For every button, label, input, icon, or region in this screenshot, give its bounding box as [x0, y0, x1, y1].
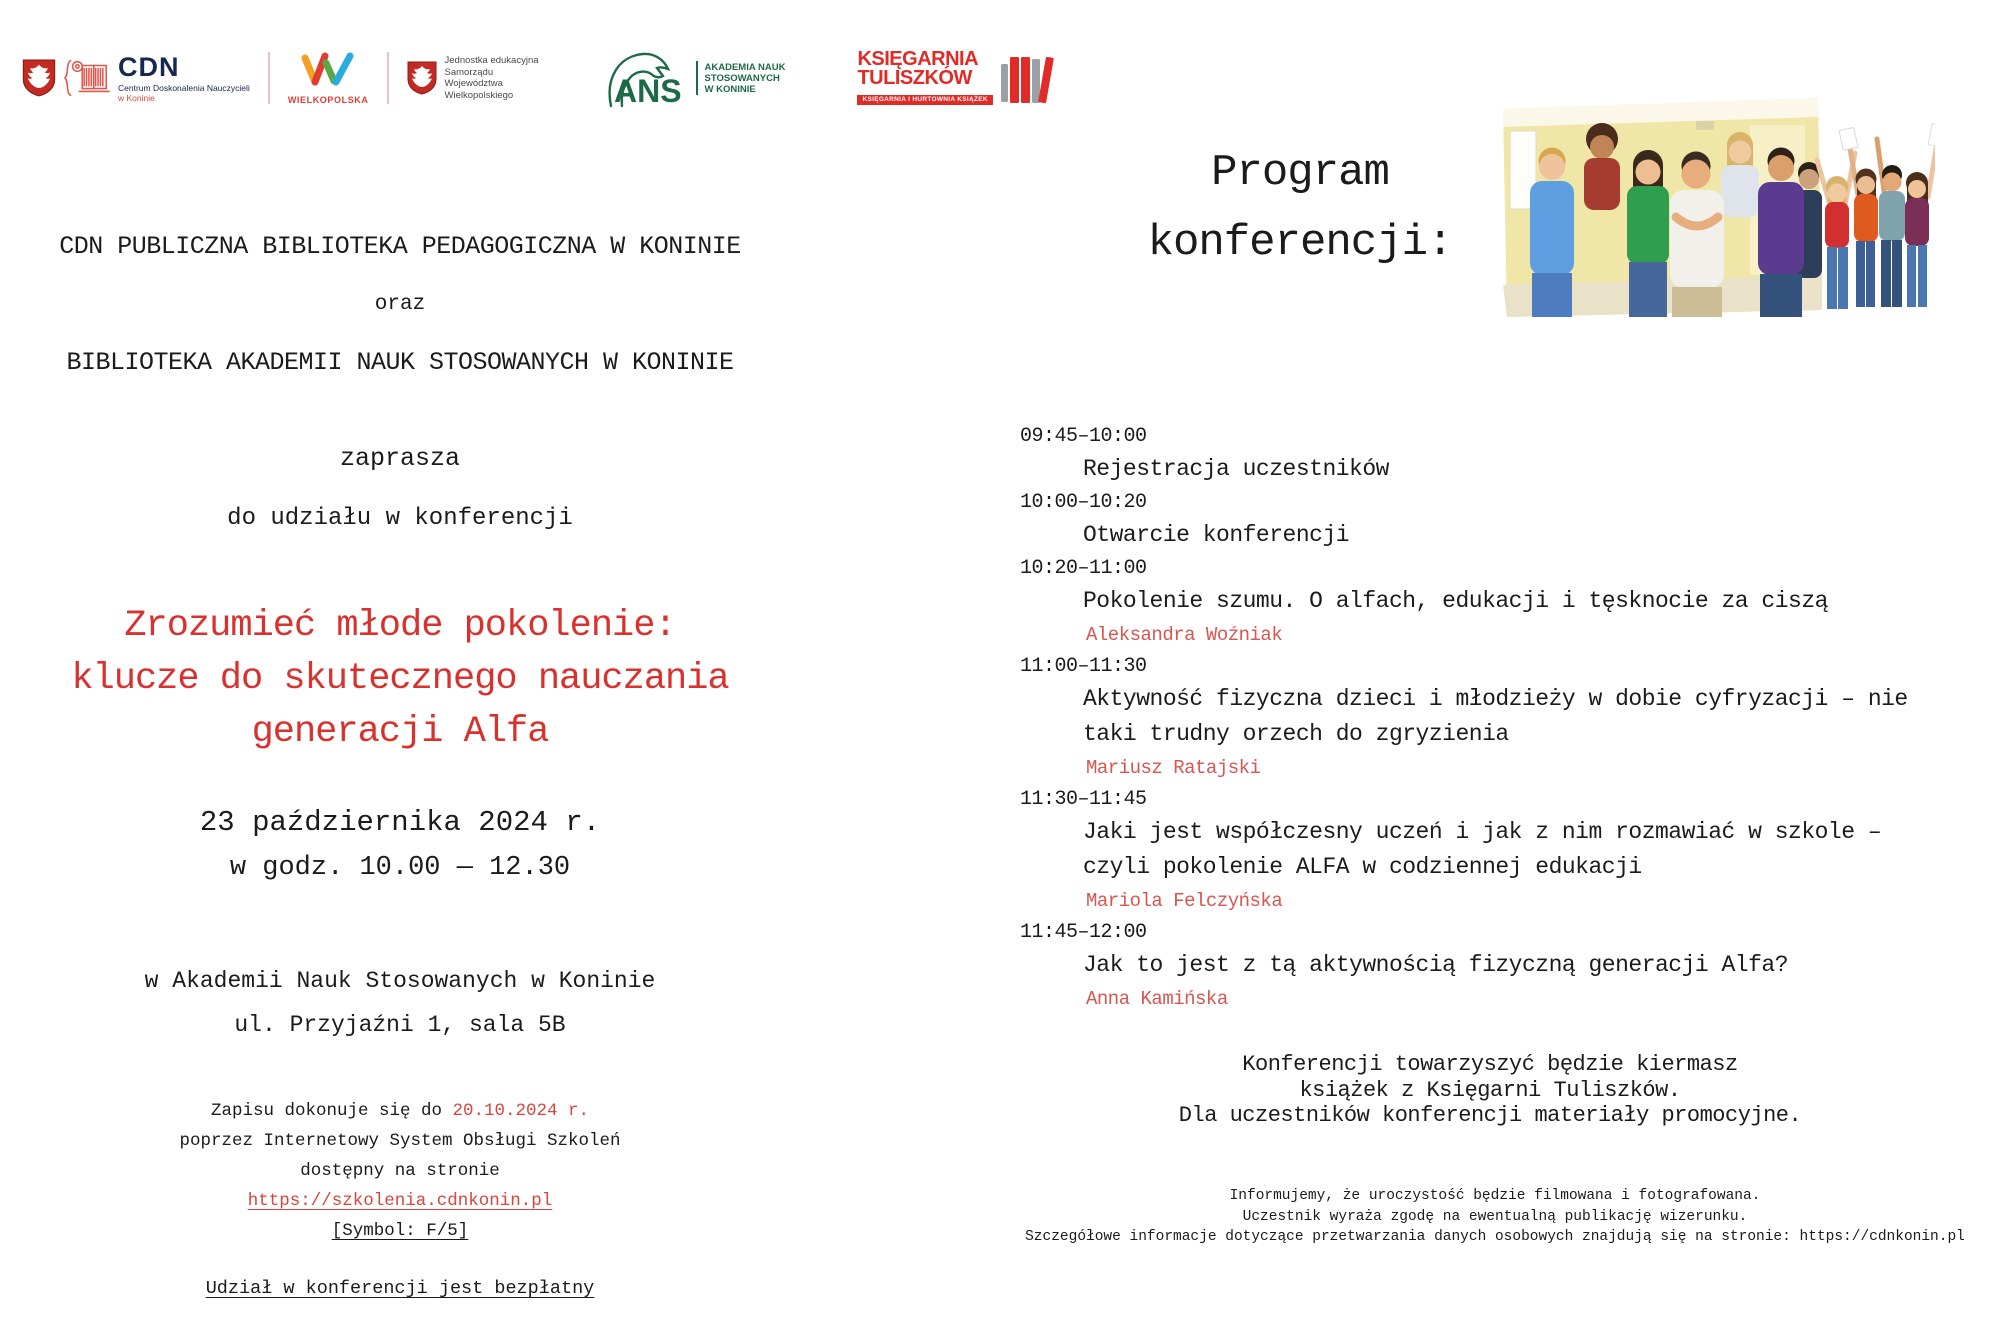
- schedule-time: 11:45–12:00: [1020, 921, 1147, 944]
- book-fair-note-line: Dla uczestników konferencji materiały promocyjne.: [1178, 1103, 1802, 1128]
- cdn-abbr: CDN: [118, 51, 180, 82]
- ans-logo: [601, 48, 786, 108]
- schedule-title: Aktywność fizyczna dzieci i młodzieży w dobie cyfryzacji – nie taki trudny orzech do zgryzienia: [1083, 686, 1908, 747]
- date-time-block: [30, 806, 770, 884]
- venue-name: w Akademii Nauk Stosowanych w Koninie: [144, 968, 656, 994]
- schedule-time: 10:20–11:00: [1020, 557, 1147, 580]
- registration-url-link[interactable]: https://szkolenia.cdnkonin.pl: [247, 1191, 553, 1211]
- cdn-subtitle: Centrum Doskonalenia Nauczycieli: [118, 82, 250, 93]
- organizers-block: [30, 232, 770, 378]
- venue-address: ul. Przyjaźni 1, sala 5B: [234, 1012, 566, 1038]
- education-unit-line: Województwa: [444, 78, 503, 89]
- education-unit-line: Wielkopolskiego: [444, 89, 514, 101]
- schedule-speaker: Anna Kamińska: [1086, 988, 1228, 1010]
- wielkopolska-w-icon: [297, 51, 359, 89]
- ans-horse-icon: [601, 48, 689, 108]
- owl-book-icon: [63, 54, 111, 102]
- program-heading-line: Program: [1211, 148, 1389, 198]
- schedule-title: Otwarcie konferencji: [1083, 522, 1350, 548]
- legal-line: Uczestnik wyraża zgodę na ewentualną publikację wizerunku.: [1242, 1208, 1748, 1225]
- conference-date: 23 października 2024 r.: [199, 806, 601, 839]
- students-group-photo: [1500, 95, 1935, 320]
- conference-title: [30, 600, 770, 759]
- schedule-title: Rejestracja uczestników: [1083, 456, 1389, 482]
- registration-deadline: 20.10.2024 r.: [452, 1101, 590, 1121]
- registration-block: [30, 1096, 770, 1246]
- bookstore-text: [857, 50, 992, 106]
- program-heading: [1080, 138, 1520, 278]
- book-fair-note-line: książek z Księgarni Tuliszków.: [1299, 1077, 1681, 1103]
- ans-abbr: ANS: [613, 73, 682, 108]
- wielkopolska-crest-icon: [407, 61, 437, 95]
- schedule-item: [1020, 421, 1970, 487]
- wielkopolska-crest-icon: [22, 59, 56, 97]
- logo-strip: [22, 42, 1055, 114]
- book-fair-note-line: Konferencji towarzyszyć będzie kiermasz: [1242, 1052, 1738, 1077]
- cdn-logo-text: [118, 51, 250, 103]
- wielkopolska-logo: [288, 51, 369, 105]
- education-unit-logo: [407, 55, 539, 101]
- invitation-block: [30, 443, 770, 534]
- organizer-connector: oraz: [374, 293, 426, 316]
- registration-available-line: dostępny na stronie: [300, 1161, 500, 1181]
- schedule-time: 11:30–11:45: [1020, 788, 1147, 811]
- schedule-item: [1020, 917, 1970, 1015]
- schedule-item: [1020, 784, 1970, 917]
- books-icon: [999, 52, 1055, 106]
- schedule-title: Jak to jest z tą aktywnością fizyczną generacji Alfa?: [1083, 952, 1789, 978]
- bookstore-logo: [857, 50, 1054, 106]
- ans-line: AKADEMIA NAUK: [704, 61, 786, 73]
- free-participation-note: Udział w konferencji jest bezpłatny: [205, 1278, 595, 1299]
- book-fair-note: [1020, 1052, 1960, 1129]
- logo-divider: [268, 52, 270, 104]
- wielkopolska-label: WIELKOPOLSKA: [287, 95, 369, 105]
- venue-block: [30, 966, 770, 1040]
- schedule-time: 09:45–10:00: [1020, 425, 1147, 448]
- bookstore-name-line: KSIĘGARNIA: [857, 48, 979, 70]
- organizer-2: BIBLIOTEKA AKADEMII NAUK STOSOWANYCH W KONINIE: [66, 348, 734, 377]
- education-unit-line: Jednostka edukacyjna: [444, 55, 539, 66]
- registration-system-line: poprzez Internetowy System Obsługi Szkoleń: [179, 1131, 621, 1151]
- conference-time: w godz. 10.00 — 12.30: [229, 853, 571, 883]
- bookstore-name-line: TULISZKÓW: [857, 67, 972, 89]
- schedule-item: [1020, 553, 1970, 651]
- bookstore-banner: KSIĘGARNIA I HURTOWNIA KSIĄŻEK: [857, 95, 992, 105]
- conference-photo: [1500, 95, 1935, 320]
- schedule-item: [1020, 487, 1970, 553]
- education-unit-line: Samorządu: [444, 66, 494, 78]
- schedule-time: 11:00–11:30: [1020, 655, 1147, 678]
- invite-line-2: do udziału w konferencji: [227, 505, 573, 532]
- registration-prefix: Zapisu dokonuje się do: [210, 1101, 453, 1121]
- program-schedule: [1020, 421, 1970, 1015]
- schedule-speaker: Aleksandra Woźniak: [1086, 624, 1283, 646]
- legal-line: Informujemy, że uroczystość będzie filmowana i fotografowana.: [1229, 1188, 1761, 1204]
- legal-notice: [1010, 1186, 1980, 1248]
- schedule-speaker: Mariola Felczyńska: [1086, 890, 1283, 912]
- registration-deadline-line: [30, 1096, 770, 1126]
- schedule-item: [1020, 651, 1970, 784]
- cdn-logo: [22, 51, 250, 103]
- schedule-speaker: Mariusz Ratajski: [1086, 757, 1261, 779]
- legal-line: Szczegółowe informacje dotyczące przetwarzania danych osobowych znajdują się na stronie: https://cdnkonin.pl: [1025, 1229, 1965, 1245]
- conference-title-line: Zrozumieć młode pokolenie:: [124, 605, 676, 647]
- schedule-title: Jaki jest współczesny uczeń i jak z nim rozmawiać w szkole – czyli pokolenie ALFA w codziennej edukacji: [1083, 819, 1882, 880]
- conference-title-line: klucze do skutecznego nauczania: [71, 658, 729, 700]
- program-heading-line: konferencji:: [1147, 218, 1453, 268]
- education-unit-text: [445, 55, 539, 101]
- registration-symbol: [Symbol: F/5]: [331, 1221, 469, 1241]
- cdn-city: w Koninie: [118, 93, 155, 103]
- schedule-title: Pokolenie szumu. O alfach, edukacji i tęsknocie za ciszą: [1083, 588, 1828, 614]
- logo-divider: [387, 52, 389, 104]
- invite-line-1: zaprasza: [339, 444, 461, 473]
- schedule-time: 10:00–10:20: [1020, 491, 1147, 514]
- ans-line: STOSOWANYCH: [704, 72, 780, 84]
- organizer-1: CDN PUBLICZNA BIBLIOTEKA PEDAGOGICZNA W KONINIE: [59, 232, 741, 261]
- ans-line: W KONINIE: [704, 83, 756, 95]
- conference-title-line: generacji Alfa: [251, 711, 549, 753]
- ans-divider-bar: [696, 61, 698, 95]
- ans-logo-text: [705, 62, 786, 95]
